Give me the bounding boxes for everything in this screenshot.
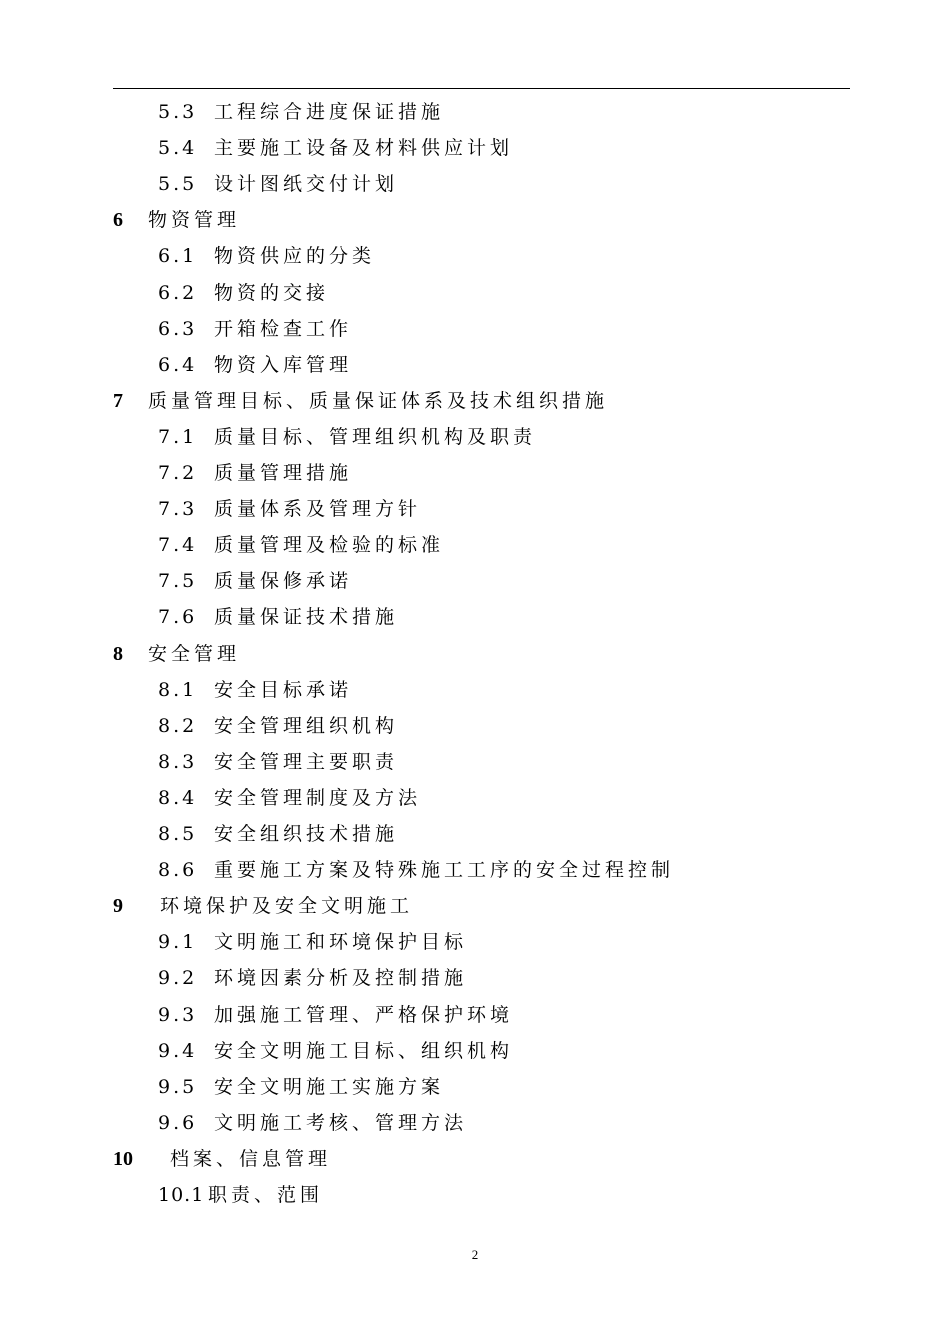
toc-entry-number: 10.1 bbox=[158, 1184, 205, 1206]
toc-entry-title: 质量体系及管理方针 bbox=[214, 498, 422, 521]
toc-entry bbox=[0, 1069, 950, 1105]
toc-entry-number: 7 bbox=[113, 389, 123, 412]
toc-entry bbox=[0, 852, 950, 888]
toc-entry-title: 安全目标承诺 bbox=[214, 678, 353, 701]
toc-entry-number: 6.2 bbox=[158, 281, 198, 304]
toc-entry-number: 7.6 bbox=[158, 606, 198, 629]
toc-entry-number: 7.2 bbox=[158, 462, 198, 484]
toc-entry-number: 9.2 bbox=[158, 967, 198, 990]
toc-entry-number: 5.3 bbox=[158, 101, 198, 123]
toc-entry-title: 安全管理制度及方法 bbox=[214, 786, 422, 809]
toc-entry bbox=[0, 455, 950, 491]
toc-entry-number: 7.5 bbox=[158, 570, 198, 593]
toc-entry-title: 质量目标、管理组织机构及职责 bbox=[214, 425, 537, 448]
toc-entry-number: 8 bbox=[113, 642, 123, 665]
toc-entry bbox=[0, 960, 950, 996]
toc-entry-number: 9 bbox=[113, 895, 123, 918]
toc-entry bbox=[0, 94, 950, 130]
toc-entry bbox=[0, 672, 950, 708]
toc-entry-title: 环境保护及安全文明施工 bbox=[160, 895, 414, 918]
toc-entry-title: 职责、范围 bbox=[208, 1184, 324, 1206]
toc-entry bbox=[0, 997, 950, 1033]
toc-entry bbox=[0, 636, 950, 672]
toc-entry-number: 7.1 bbox=[158, 425, 198, 448]
toc-entry-number: 5.5 bbox=[158, 173, 198, 196]
toc-entry-number: 8.1 bbox=[158, 678, 198, 701]
toc-entry-number: 8.4 bbox=[158, 786, 198, 809]
toc-entry-title: 重要施工方案及特殊施工工序的安全过程控制 bbox=[214, 859, 675, 882]
toc-entry bbox=[0, 599, 950, 635]
toc-entry-title: 加强施工管理、严格保护环境 bbox=[214, 1003, 514, 1026]
toc-entry bbox=[0, 347, 950, 383]
toc-entry-number: 9.6 bbox=[158, 1111, 198, 1134]
toc-entry-title: 质量管理及检验的标准 bbox=[214, 534, 445, 557]
toc-entry-title: 质量管理目标、质量保证体系及技术组织措施 bbox=[148, 389, 609, 412]
toc-entry-title: 安全文明施工实施方案 bbox=[214, 1075, 445, 1098]
toc-entry bbox=[0, 816, 950, 852]
toc-entry bbox=[0, 383, 950, 419]
toc-entry-title: 文明施工和环境保护目标 bbox=[214, 931, 468, 954]
toc-entry-number: 6.3 bbox=[158, 317, 198, 340]
toc-entry-title: 文明施工考核、管理方法 bbox=[214, 1111, 468, 1134]
toc-entry-title: 主要施工设备及材料供应计划 bbox=[214, 137, 514, 160]
toc-entry bbox=[0, 491, 950, 527]
toc-entry-title: 质量保修承诺 bbox=[214, 570, 353, 593]
toc-entry bbox=[0, 708, 950, 744]
toc-entry-number: 8.2 bbox=[158, 714, 198, 737]
toc-entry-title: 环境因素分析及控制措施 bbox=[214, 967, 468, 990]
toc-entry-title: 安全管理组织机构 bbox=[214, 714, 399, 737]
toc-entry-title: 物资的交接 bbox=[214, 281, 330, 304]
toc-entry-title: 物资管理 bbox=[148, 209, 241, 232]
toc-entry bbox=[0, 1105, 950, 1141]
toc-entry-title: 物资入库管理 bbox=[214, 353, 353, 376]
toc-entry bbox=[0, 311, 950, 347]
toc-entry bbox=[0, 130, 950, 166]
toc-entry-title: 物资供应的分类 bbox=[214, 245, 376, 268]
toc-entry-number: 10 bbox=[113, 1147, 133, 1170]
toc-entry bbox=[0, 1141, 950, 1177]
toc-entry bbox=[0, 1177, 950, 1213]
toc-entry-number: 9.5 bbox=[158, 1075, 198, 1098]
toc-entry bbox=[0, 780, 950, 816]
toc-entry-number: 7.3 bbox=[158, 498, 198, 521]
toc-entry bbox=[0, 238, 950, 274]
toc-entry bbox=[0, 202, 950, 238]
toc-entry-title: 工程综合进度保证措施 bbox=[214, 101, 445, 123]
toc-entry-number: 9.3 bbox=[158, 1003, 198, 1026]
toc-entry-title: 质量管理措施 bbox=[214, 462, 353, 484]
toc-entry-number: 8.5 bbox=[158, 823, 198, 845]
toc-entry-number: 6 bbox=[113, 209, 123, 232]
toc-entry-title: 安全管理 bbox=[148, 642, 241, 665]
toc-entry-number: 7.4 bbox=[158, 534, 198, 557]
toc-entry bbox=[0, 527, 950, 563]
toc-entry bbox=[0, 1033, 950, 1069]
toc-entry bbox=[0, 888, 950, 924]
toc-entry-title: 开箱检查工作 bbox=[214, 317, 353, 340]
toc-entry-number: 5.4 bbox=[158, 137, 198, 160]
toc-entry-number: 9.1 bbox=[158, 931, 198, 954]
toc-entry bbox=[0, 275, 950, 311]
toc-entry bbox=[0, 166, 950, 202]
toc-entry-number: 9.4 bbox=[158, 1039, 198, 1062]
toc-entry bbox=[0, 419, 950, 455]
toc-entry bbox=[0, 563, 950, 599]
toc-entry-title: 安全管理主要职责 bbox=[214, 750, 399, 773]
toc-entry-number: 8.3 bbox=[158, 750, 198, 773]
toc-entry bbox=[0, 924, 950, 960]
toc-entry-title: 质量保证技术措施 bbox=[214, 606, 399, 629]
toc-entry-number: 8.6 bbox=[158, 859, 198, 882]
toc-entry-title: 安全组织技术措施 bbox=[214, 823, 399, 845]
toc-entry bbox=[0, 744, 950, 780]
toc-entry-number: 6.1 bbox=[158, 245, 198, 268]
header-rule bbox=[113, 88, 850, 89]
toc-entry-number: 6.4 bbox=[158, 353, 198, 376]
page-number: 2 bbox=[471, 1247, 479, 1262]
toc-entry-title: 安全文明施工目标、组织机构 bbox=[214, 1039, 514, 1062]
toc-entry-title: 档案、信息管理 bbox=[170, 1147, 332, 1170]
toc-entry-title: 设计图纸交付计划 bbox=[214, 173, 399, 196]
